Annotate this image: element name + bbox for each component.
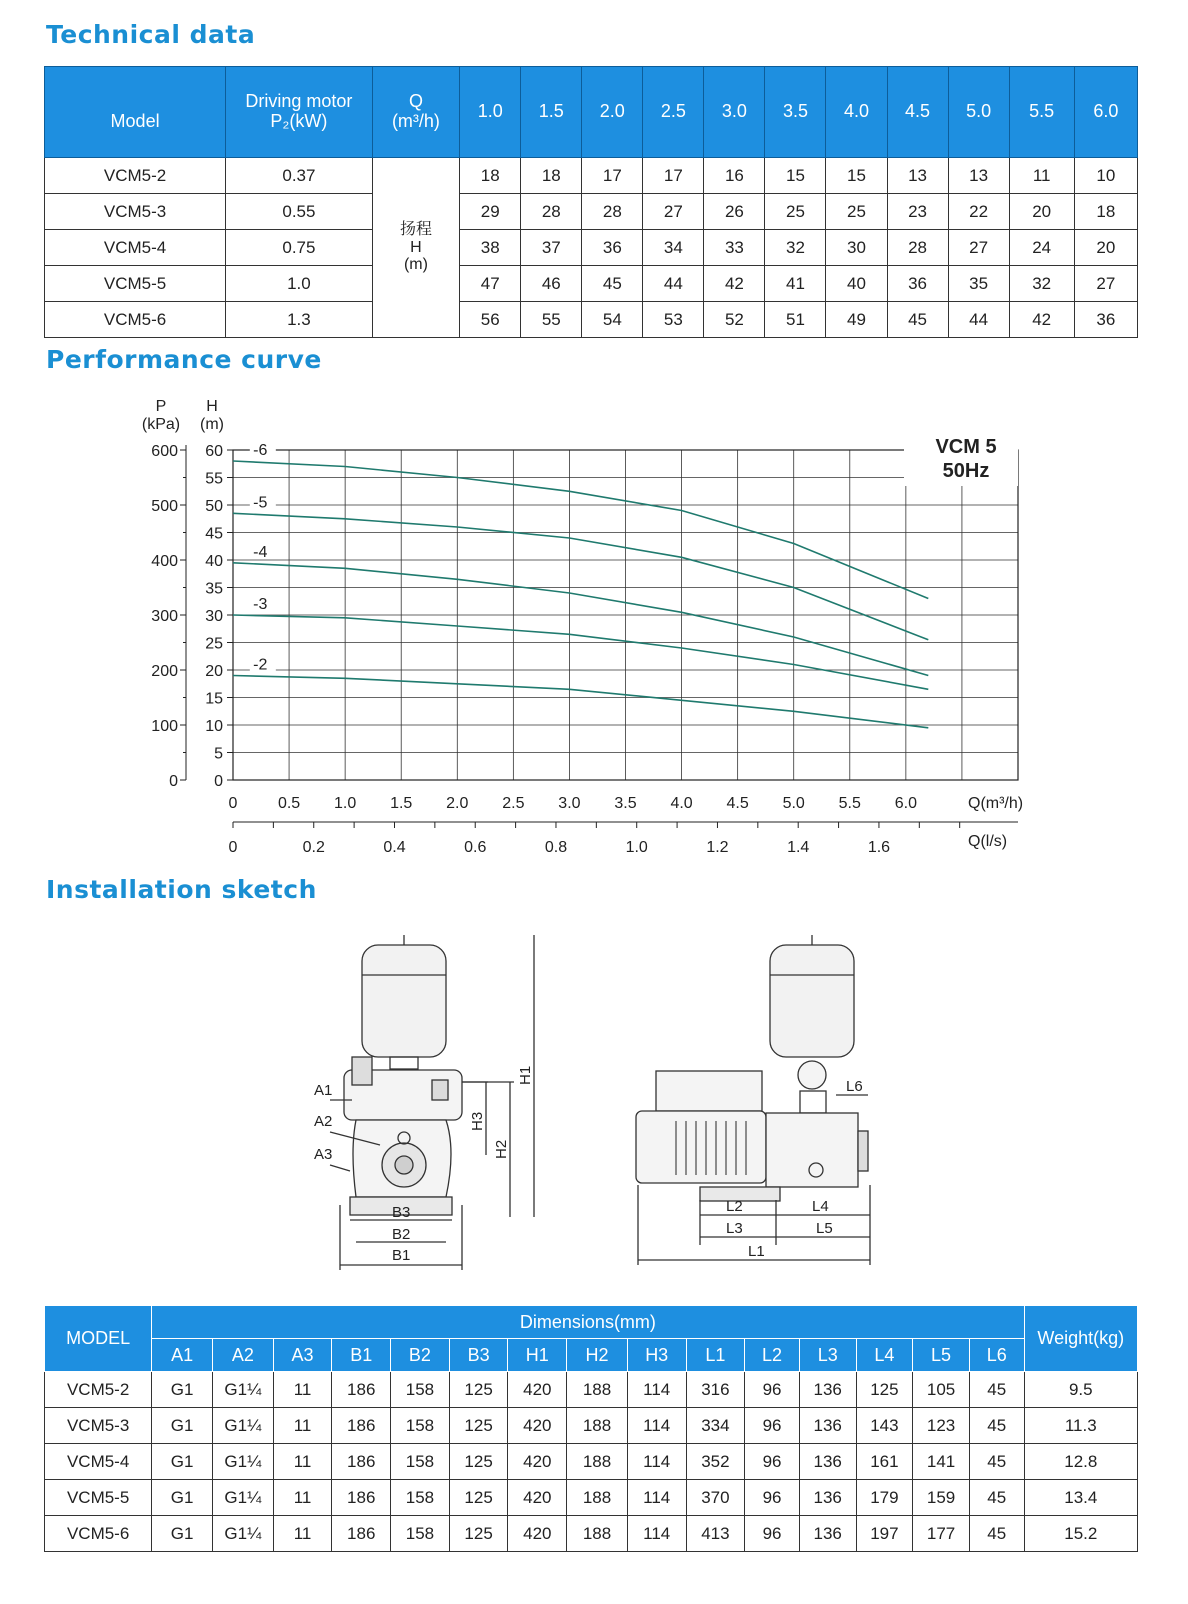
curve-label: -4 [253, 543, 268, 561]
x-tick-label: 5.5 [838, 795, 861, 812]
model-header: Model [45, 67, 226, 158]
x-tick-label: 3.5 [614, 795, 637, 812]
dim-value-cell: G1¼ [212, 1480, 273, 1516]
dim-value-cell: 420 [508, 1408, 567, 1444]
p-tick-label: 600 [151, 443, 178, 460]
dim-value-cell: 188 [567, 1372, 628, 1408]
tech-head-cell: 55 [521, 302, 582, 338]
tech-model-cell: VCM5-4 [45, 230, 226, 266]
tech-head-cell: 56 [460, 302, 521, 338]
curve-label: -2 [253, 656, 268, 674]
tech-head-cell: 49 [826, 302, 887, 338]
tech-row [45, 194, 1138, 230]
p-tick-label: 400 [151, 553, 178, 570]
dim-col-header: H3 [627, 1339, 686, 1372]
label-b1: B1 [392, 1247, 411, 1264]
technical-data-title: Technical data [46, 20, 256, 49]
tech-head-cell: 37 [521, 230, 582, 266]
dim-value-cell: 96 [745, 1516, 800, 1552]
curve-label: -5 [253, 494, 268, 512]
dim-value-cell: 186 [332, 1444, 391, 1480]
dim-value-cell: 177 [913, 1516, 970, 1552]
tech-head-cell: 27 [1074, 266, 1137, 302]
dim-value-cell: G1 [152, 1444, 213, 1480]
dim-value-cell: G1 [152, 1372, 213, 1408]
dim-weight-cell: 9.5 [1024, 1372, 1137, 1408]
tech-head-cell: 53 [643, 302, 704, 338]
dim-value-cell: 188 [567, 1408, 628, 1444]
dim-value-cell: 316 [686, 1372, 745, 1408]
tech-head-cell: 17 [643, 158, 704, 194]
front-view-drawing [330, 935, 534, 1270]
dim-value-cell: 188 [567, 1480, 628, 1516]
dim-value-cell: 161 [856, 1444, 913, 1480]
p-tick-label: 300 [151, 608, 178, 625]
h-tick-label: 35 [205, 580, 223, 598]
motor-header-line1: Driving motor [245, 91, 353, 112]
dim-model-header: MODEL [45, 1306, 152, 1372]
label-a1: A1 [314, 1082, 333, 1099]
dim-value-cell: 420 [508, 1516, 567, 1552]
tech-head-cell: 41 [765, 266, 826, 302]
dim-value-cell: 188 [567, 1444, 628, 1480]
h-tick-label: 60 [205, 443, 223, 460]
curve-series [233, 563, 928, 676]
dim-value-cell: 11 [273, 1372, 332, 1408]
dim-value-cell: 158 [391, 1480, 450, 1516]
dim-row [45, 1444, 1138, 1480]
tech-head-cell: 15 [765, 158, 826, 194]
x-tick-label: 5.0 [782, 795, 805, 812]
tech-head-cell: 20 [1074, 230, 1137, 266]
dim-value-cell: 186 [332, 1372, 391, 1408]
curve-series [233, 676, 928, 728]
tech-head-cell: 26 [704, 194, 765, 230]
tech-model-cell: VCM5-2 [45, 158, 226, 194]
h-tick-label: 0 [214, 773, 223, 790]
tech-head-cell: 40 [826, 266, 887, 302]
dim-value-cell: 188 [567, 1516, 628, 1552]
x-tick-label: 1.0 [334, 795, 357, 812]
dim-row [45, 1372, 1138, 1408]
curve-label: -6 [253, 442, 268, 459]
dimensions-table [44, 1305, 1138, 1552]
tech-model-cell: VCM5-6 [45, 302, 226, 338]
x-tick-label: 2.0 [446, 795, 469, 812]
dim-value-cell: 123 [913, 1408, 970, 1444]
tech-head-cell: 32 [765, 230, 826, 266]
tech-head-cell: 36 [582, 230, 643, 266]
x2-tick-label: 1.4 [787, 839, 810, 856]
curve-label: -3 [253, 596, 268, 613]
tech-head-cell: 44 [948, 302, 1009, 338]
tech-head-cell: 28 [582, 194, 643, 230]
dim-value-cell: 125 [449, 1408, 508, 1444]
dim-value-cell: G1 [152, 1480, 213, 1516]
tech-model-cell: VCM5-3 [45, 194, 226, 230]
dim-value-cell: 96 [745, 1372, 800, 1408]
dim-value-cell: 125 [449, 1516, 508, 1552]
label-l2: L2 [726, 1198, 743, 1215]
dim-col-header: L6 [969, 1339, 1024, 1372]
h-tick-label: 25 [205, 635, 223, 653]
tech-head-cell: 10 [1074, 158, 1137, 194]
installation-sketch-title: Installation sketch [46, 875, 317, 904]
label-l4: L4 [812, 1198, 829, 1215]
label-h3: H3 [469, 1111, 486, 1131]
tech-head-cell: 42 [704, 266, 765, 302]
tech-head-cell: 46 [521, 266, 582, 302]
tech-head-cell: 38 [460, 230, 521, 266]
tech-head-cell: 18 [1074, 194, 1137, 230]
p-tick-label: 100 [151, 718, 178, 735]
h-tick-label: 30 [205, 608, 223, 625]
flow-col: 4.0 [826, 67, 887, 158]
tech-model-cell: VCM5-5 [45, 266, 226, 302]
tech-head-cell: 11 [1009, 158, 1074, 194]
p-axis-label: P [155, 398, 167, 415]
dim-value-cell: 334 [686, 1408, 745, 1444]
tech-head-cell: 16 [704, 158, 765, 194]
tech-head-cell: 35 [948, 266, 1009, 302]
tech-row [45, 266, 1138, 302]
flow-col: 5.0 [948, 67, 1009, 158]
dim-model-cell: VCM5-6 [45, 1516, 152, 1552]
dim-col-header: B1 [332, 1339, 391, 1372]
tech-row [45, 158, 1138, 194]
dim-model-cell: VCM5-3 [45, 1408, 152, 1444]
x2-axis-label: Q(l/s) [968, 833, 1008, 850]
dim-value-cell: 136 [799, 1372, 856, 1408]
dim-row [45, 1480, 1138, 1516]
x2-tick-label: 1.2 [706, 839, 729, 856]
dim-col-header: L1 [686, 1339, 745, 1372]
dim-row [45, 1516, 1138, 1552]
flow-col: 2.0 [582, 67, 643, 158]
flow-col: 3.0 [704, 67, 765, 158]
tech-head-cell: 23 [887, 194, 948, 230]
head-label-cn: 扬程 [399, 221, 432, 239]
tech-head-cell: 27 [948, 230, 1009, 266]
x2-tick-label: 0.4 [383, 839, 406, 856]
dim-model-cell: VCM5-2 [45, 1372, 152, 1408]
dim-col-header: B2 [391, 1339, 450, 1372]
tech-power-cell: 0.37 [226, 158, 373, 194]
tech-head-cell: 13 [887, 158, 948, 194]
flow-header-line2: (m³/h) [391, 111, 440, 131]
dim-col-header: A1 [152, 1339, 213, 1372]
head-label-cell [372, 158, 460, 338]
tech-head-cell: 44 [643, 266, 704, 302]
x-tick-label: 6.0 [894, 795, 917, 812]
x2-tick-label: 1.6 [867, 839, 891, 856]
dim-value-cell: 11 [273, 1480, 332, 1516]
dim-group-header: Dimensions(mm) [152, 1306, 1024, 1339]
installation-sketch [0, 935, 1188, 1295]
dim-value-cell: 197 [856, 1516, 913, 1552]
dim-weight-header: Weight(kg) [1024, 1306, 1137, 1372]
dim-value-cell: 158 [391, 1372, 450, 1408]
dim-value-cell: G1¼ [212, 1372, 273, 1408]
motor-header [226, 67, 373, 158]
label-a3: A3 [314, 1146, 333, 1163]
tech-head-cell: 20 [1009, 194, 1074, 230]
tech-head-cell: 51 [765, 302, 826, 338]
dim-value-cell: G1 [152, 1516, 213, 1552]
p-axis-unit: (kPa) [141, 416, 181, 433]
flow-header [372, 67, 460, 158]
tech-power-cell: 1.0 [226, 266, 373, 302]
dim-model-cell: VCM5-5 [45, 1480, 152, 1516]
h-tick-label: 15 [205, 690, 223, 708]
curve-series [233, 461, 928, 599]
dim-col-header: L2 [745, 1339, 800, 1372]
dim-value-cell: 158 [391, 1444, 450, 1480]
h-tick-label: 55 [205, 470, 223, 488]
tech-head-cell: 22 [948, 194, 1009, 230]
dim-value-cell: 420 [508, 1480, 567, 1516]
flow-col: 1.5 [521, 67, 582, 158]
dim-value-cell: 186 [332, 1480, 391, 1516]
dim-value-cell: 158 [391, 1516, 450, 1552]
x-tick-label: 0 [228, 795, 238, 812]
tech-head-cell: 47 [460, 266, 521, 302]
dim-value-cell: 159 [913, 1480, 970, 1516]
label-l1: L1 [748, 1243, 765, 1260]
tech-head-cell: 27 [643, 194, 704, 230]
x-tick-label: 3.0 [558, 795, 581, 812]
label-h1: H1 [517, 1065, 534, 1085]
tech-head-cell: 52 [704, 302, 765, 338]
tech-head-cell: 32 [1009, 266, 1074, 302]
tech-head-cell: 28 [887, 230, 948, 266]
h-tick-label: 10 [205, 718, 223, 735]
dim-header-row-1 [45, 1306, 1138, 1339]
dim-value-cell: 45 [969, 1372, 1024, 1408]
dim-value-cell: G1¼ [212, 1444, 273, 1480]
head-label-h: H [410, 238, 422, 256]
tech-head-cell: 24 [1009, 230, 1074, 266]
dim-value-cell: 186 [332, 1516, 391, 1552]
tech-head-cell: 18 [521, 158, 582, 194]
tech-head-cell: 54 [582, 302, 643, 338]
dim-value-cell: G1 [152, 1408, 213, 1444]
dim-row [45, 1408, 1138, 1444]
dim-value-cell: 143 [856, 1408, 913, 1444]
tech-head-cell: 15 [826, 158, 887, 194]
tech-head-cell: 34 [643, 230, 704, 266]
dim-value-cell: 136 [799, 1480, 856, 1516]
dim-value-cell: 11 [273, 1444, 332, 1480]
flow-col: 2.5 [643, 67, 704, 158]
dim-col-header: L5 [913, 1339, 970, 1372]
x2-tick-label: 0.2 [302, 839, 325, 856]
dim-value-cell: 96 [745, 1480, 800, 1516]
dim-value-cell: 370 [686, 1480, 745, 1516]
dim-value-cell: 352 [686, 1444, 745, 1480]
tech-head-cell: 28 [521, 194, 582, 230]
x-tick-label: 4.5 [726, 795, 749, 812]
tech-header-row [45, 67, 1138, 158]
dim-value-cell: 45 [969, 1444, 1024, 1480]
dim-value-cell: 186 [332, 1408, 391, 1444]
flow-col: 5.5 [1009, 67, 1074, 158]
dim-value-cell: 136 [799, 1408, 856, 1444]
x2-tick-label: 0.6 [464, 839, 487, 856]
p-tick-label: 0 [169, 773, 178, 790]
dim-value-cell: 114 [627, 1480, 686, 1516]
dim-value-cell: 45 [969, 1408, 1024, 1444]
dim-value-cell: 96 [745, 1444, 800, 1480]
x-axis-label: Q(m³/h) [968, 795, 1024, 812]
technical-data-table [44, 66, 1138, 338]
flow-col: 1.0 [460, 67, 521, 158]
head-label-unit: (m) [403, 256, 428, 274]
dim-weight-cell: 11.3 [1024, 1408, 1137, 1444]
chart-title: VCM 5 [935, 436, 997, 458]
dim-value-cell: 413 [686, 1516, 745, 1552]
tech-head-cell: 33 [704, 230, 765, 266]
dim-col-header: L3 [799, 1339, 856, 1372]
dim-value-cell: 136 [799, 1444, 856, 1480]
dim-value-cell: G1¼ [212, 1408, 273, 1444]
label-l5: L5 [816, 1220, 833, 1237]
tech-head-cell: 42 [1009, 302, 1074, 338]
flow-header-line1: Q [408, 91, 423, 112]
h-axis-unit: (m) [200, 416, 224, 433]
dim-weight-cell: 13.4 [1024, 1480, 1137, 1516]
dim-value-cell: 114 [627, 1516, 686, 1552]
dim-value-cell: 125 [856, 1372, 913, 1408]
label-b3: B3 [392, 1204, 411, 1221]
label-l6: L6 [846, 1078, 863, 1095]
h-tick-label: 45 [205, 525, 223, 543]
x-tick-label: 0.5 [277, 795, 301, 812]
tech-head-cell: 18 [460, 158, 521, 194]
motor-header-line2: P₂(kW) [270, 111, 328, 131]
performance-chart [0, 395, 1188, 885]
dim-value-cell: 114 [627, 1372, 686, 1408]
x2-tick-label: 1.0 [625, 839, 648, 856]
tech-head-cell: 36 [1074, 302, 1137, 338]
dim-col-header: L4 [856, 1339, 913, 1372]
x2-tick-label: 0.8 [544, 839, 568, 856]
dim-value-cell: 420 [508, 1372, 567, 1408]
p-tick-label: 500 [151, 498, 178, 515]
tech-power-cell: 0.55 [226, 194, 373, 230]
x-tick-label: 2.5 [502, 795, 525, 812]
side-view-drawing [636, 935, 870, 1265]
tech-head-cell: 36 [887, 266, 948, 302]
flow-col: 6.0 [1074, 67, 1137, 158]
tech-power-cell: 1.3 [226, 302, 373, 338]
dim-value-cell: 114 [627, 1444, 686, 1480]
tech-head-cell: 29 [460, 194, 521, 230]
dim-value-cell: 45 [969, 1480, 1024, 1516]
x2-tick-label: 0 [228, 839, 238, 856]
chart-subtitle: 50Hz [942, 460, 990, 482]
dim-value-cell: 96 [745, 1408, 800, 1444]
dim-value-cell: 420 [508, 1444, 567, 1480]
dim-value-cell: G1¼ [212, 1516, 273, 1552]
h-tick-label: 40 [205, 553, 223, 570]
h-axis-label: H [206, 398, 218, 415]
tech-head-cell: 17 [582, 158, 643, 194]
tech-head-cell: 30 [826, 230, 887, 266]
dim-weight-cell: 12.8 [1024, 1444, 1137, 1480]
dim-value-cell: 125 [449, 1372, 508, 1408]
x-tick-label: 1.5 [390, 795, 413, 812]
p-tick-label: 200 [151, 663, 178, 680]
tech-head-cell: 45 [582, 266, 643, 302]
flow-col: 4.5 [887, 67, 948, 158]
x-tick-label: 4.0 [670, 795, 693, 812]
label-h2: H2 [493, 1139, 510, 1159]
dim-value-cell: 45 [969, 1516, 1024, 1552]
dim-value-cell: 11 [273, 1516, 332, 1552]
tech-head-cell: 25 [826, 194, 887, 230]
dim-col-header: H1 [508, 1339, 567, 1372]
dim-weight-cell: 15.2 [1024, 1516, 1137, 1552]
dim-value-cell: 141 [913, 1444, 970, 1480]
dim-col-header: A3 [273, 1339, 332, 1372]
dim-value-cell: 114 [627, 1408, 686, 1444]
label-l3: L3 [726, 1220, 743, 1237]
dim-value-cell: 11 [273, 1408, 332, 1444]
h-tick-label: 50 [205, 498, 223, 515]
dim-value-cell: 158 [391, 1408, 450, 1444]
label-a2: A2 [314, 1113, 333, 1130]
dim-value-cell: 105 [913, 1372, 970, 1408]
h-tick-label: 20 [205, 663, 223, 680]
tech-row [45, 302, 1138, 338]
dim-value-cell: 136 [799, 1516, 856, 1552]
tech-head-cell: 45 [887, 302, 948, 338]
h-tick-label: 5 [214, 745, 223, 763]
tech-power-cell: 0.75 [226, 230, 373, 266]
dim-value-cell: 179 [856, 1480, 913, 1516]
dim-model-cell: VCM5-4 [45, 1444, 152, 1480]
performance-curve-title: Performance curve [46, 345, 322, 374]
tech-head-cell: 13 [948, 158, 1009, 194]
installation-sketch-svg [0, 935, 1188, 1295]
dim-value-cell: 125 [449, 1444, 508, 1480]
label-b2: B2 [392, 1226, 411, 1243]
performance-chart-svg [0, 395, 1188, 885]
dim-col-header: A2 [212, 1339, 273, 1372]
dim-col-header: H2 [567, 1339, 628, 1372]
dim-value-cell: 125 [449, 1480, 508, 1516]
dim-col-header: B3 [449, 1339, 508, 1372]
tech-head-cell: 25 [765, 194, 826, 230]
tech-row [45, 230, 1138, 266]
dim-header-row-2 [45, 1339, 1138, 1372]
flow-col: 3.5 [765, 67, 826, 158]
